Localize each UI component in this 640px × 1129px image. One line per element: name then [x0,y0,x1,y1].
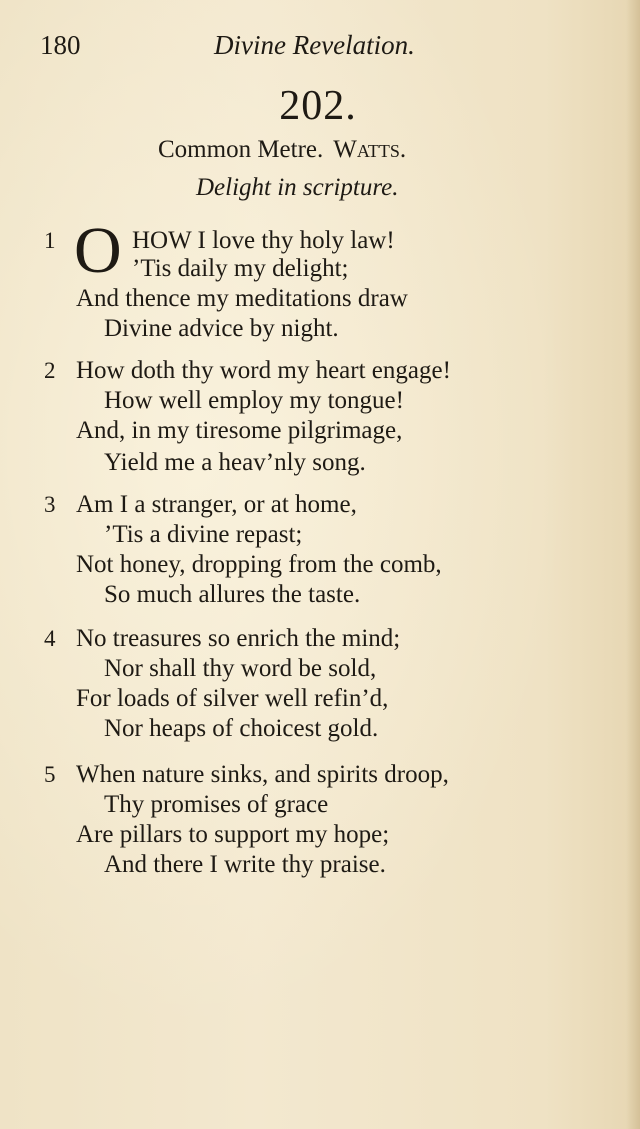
verse-line: ’Tis daily my delight; [132,255,349,282]
stanza-number: 4 [44,626,56,651]
verse-line: When nature sinks, and spirits droop, [76,761,449,788]
verse-line: Thy promises of grace [104,791,329,818]
verse-line: Nor heaps of choicest gold. [104,715,379,742]
hymn-number [0,82,640,130]
verse-line: Are pillars to support my hope; [76,821,390,848]
verse-line: For loads of silver well refin’d, [76,685,389,712]
verse-line: HOW I love thy holy law! [132,227,395,254]
verse-line: How well employ my tongue! [104,387,404,414]
hymn-subject: Delight in scripture. [196,174,399,201]
stanza-number: 3 [44,492,56,517]
verse-line: Am I a stranger, or at home, [76,491,357,518]
page-number: 180 [40,30,81,60]
verse-line: No treasures so enrich the mind; [76,625,401,652]
hymn-number-text: 202. [279,83,357,129]
stanza-number: 1 [44,228,56,253]
metre-line [158,136,406,164]
stanza-number: 5 [44,762,56,787]
metre: Common Metre. [158,136,324,163]
verse-line: Not honey, dropping from the comb, [76,551,442,578]
verse-line: And, in my tiresome pilgrimage, [76,417,403,444]
stanza-number: 2 [44,358,56,383]
verse-line: So much allures the taste. [104,581,361,608]
verse-line: And there I write thy praise. [104,851,386,878]
verse-line: How doth thy word my heart engage! [76,357,451,384]
page-header [40,30,460,70]
running-head: Divine Revelation. [214,30,415,60]
verse-line: Nor shall thy word be sold, [104,655,377,682]
verse-line: ’Tis a divine repast; [104,521,303,548]
verse-line: And thence my meditations draw [76,285,408,312]
verse-line: Yield me a heav’nly song. [104,449,366,476]
verse-line: Divine advice by night. [104,315,339,342]
author: Watts. [333,136,407,163]
page-edge-shadow [626,0,640,1129]
drop-cap: O [74,214,122,287]
